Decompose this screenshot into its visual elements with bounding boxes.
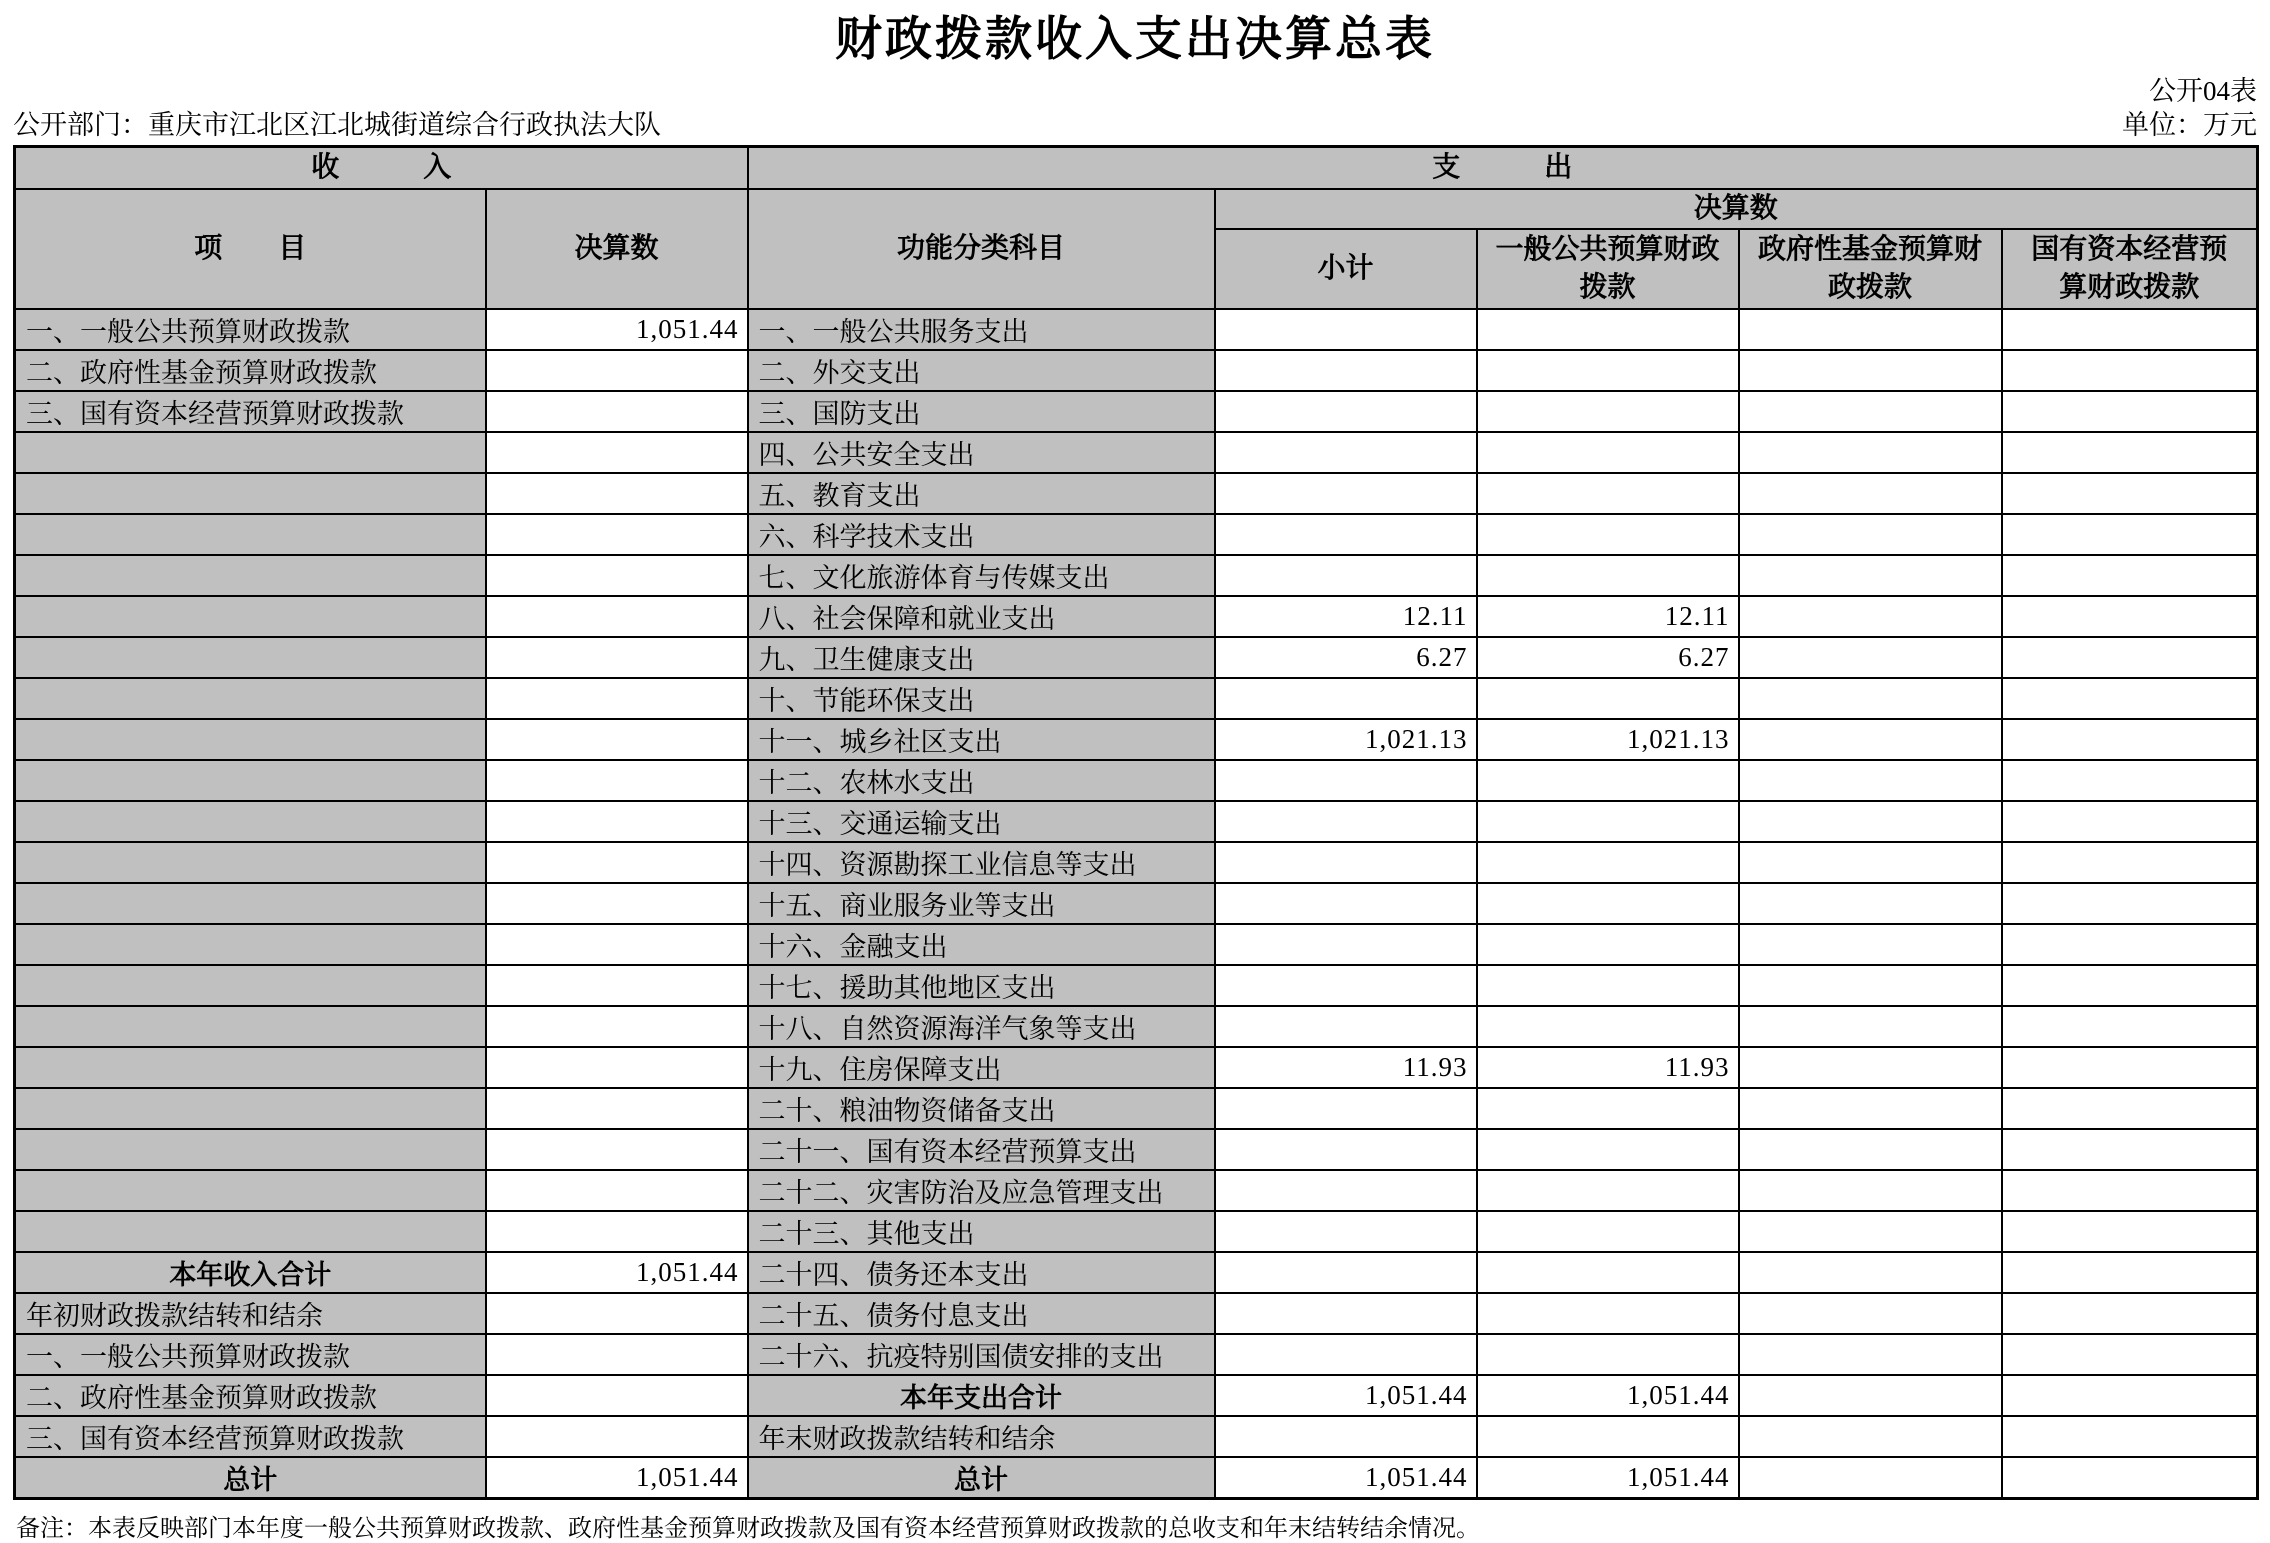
expense-fund-cell [1739,309,2002,350]
expense-subtotal-cell: 11.93 [1215,1047,1477,1088]
expense-subtotal-cell [1215,1334,1477,1375]
expense-general-cell: 1,051.44 [1477,1457,1739,1499]
expense-general-cell [1477,432,1739,473]
expense-item-cell: 十三、交通运输支出 [748,801,1215,842]
table-row [15,432,2258,473]
expense-capital-cell [2002,1252,2258,1293]
income-item-cell: 总计 [15,1457,486,1499]
income-value-cell [486,596,748,637]
gov-fund-column-header: 政府性基金预算财政拨款 [1739,229,2002,309]
income-item-cell [15,1088,486,1129]
income-value-cell [486,1170,748,1211]
expense-fund-cell [1739,842,2002,883]
expense-item-cell: 总计 [748,1457,1215,1499]
table-row [15,719,2258,760]
expense-item-cell: 五、教育支出 [748,473,1215,514]
income-item-cell [15,1047,486,1088]
table-row [15,514,2258,555]
table-row [15,596,2258,637]
income-item-cell [15,801,486,842]
expense-capital-cell [2002,391,2258,432]
expense-fund-cell [1739,596,2002,637]
expense-fund-cell [1739,1088,2002,1129]
expense-fund-cell [1739,1006,2002,1047]
income-item-cell [15,637,486,678]
income-item-cell [15,883,486,924]
expense-fund-cell [1739,760,2002,801]
expense-capital-cell [2002,1211,2258,1252]
expense-item-cell: 二、外交支出 [748,350,1215,391]
income-item-cell: 三、国有资本经营预算财政拨款 [15,391,486,432]
expense-subtotal-cell [1215,1088,1477,1129]
expense-fund-cell [1739,432,2002,473]
income-value-cell [486,391,748,432]
expense-item-cell: 二十四、债务还本支出 [748,1252,1215,1293]
table-row [15,760,2258,801]
expense-item-cell: 二十、粮油物资储备支出 [748,1088,1215,1129]
income-value-cell [486,842,748,883]
income-value-cell [486,965,748,1006]
expense-item-cell: 九、卫生健康支出 [748,637,1215,678]
expense-item-cell: 二十五、债务付息支出 [748,1293,1215,1334]
expense-subtotal-cell [1215,514,1477,555]
income-item-cell: 三、国有资本经营预算财政拨款 [15,1416,486,1457]
expense-item-cell: 十八、自然资源海洋气象等支出 [748,1006,1215,1047]
income-item-cell [15,1129,486,1170]
expense-item-cell: 年末财政拨款结转和结余 [748,1416,1215,1457]
income-value-cell [486,719,748,760]
income-value-cell [486,1047,748,1088]
expense-fund-cell [1739,1416,2002,1457]
expense-general-cell [1477,760,1739,801]
general-budget-column-header: 一般公共预算财政拨款 [1477,229,1739,309]
expense-general-cell: 1,051.44 [1477,1375,1739,1416]
expense-subtotal-cell [1215,1170,1477,1211]
expense-subtotal-cell [1215,965,1477,1006]
income-value-cell [486,678,748,719]
subtotal-column-header: 小计 [1215,229,1477,309]
expense-general-cell [1477,1211,1739,1252]
expense-band-header: 支 出 [748,147,2258,190]
expense-subtotal-cell: 1,051.44 [1215,1457,1477,1499]
expense-general-cell [1477,1006,1739,1047]
expense-general-cell: 12.11 [1477,596,1739,637]
expense-subtotal-cell [1215,842,1477,883]
expense-general-cell: 6.27 [1477,637,1739,678]
expense-general-cell [1477,1293,1739,1334]
table-row [15,924,2258,965]
expense-item-cell: 十五、商业服务业等支出 [748,883,1215,924]
expense-item-cell: 八、社会保障和就业支出 [748,596,1215,637]
expense-subtotal-cell [1215,555,1477,596]
expense-capital-cell [2002,1047,2258,1088]
expense-fund-cell [1739,1334,2002,1375]
expense-general-cell [1477,1088,1739,1129]
expense-subtotal-cell: 1,051.44 [1215,1375,1477,1416]
income-value-cell [486,1375,748,1416]
expense-capital-cell [2002,842,2258,883]
income-value-cell [486,1334,748,1375]
expense-fund-cell [1739,1047,2002,1088]
expense-subtotal-cell: 12.11 [1215,596,1477,637]
expense-subtotal-cell [1215,473,1477,514]
expense-subtotal-cell [1215,432,1477,473]
table-row [15,1457,2258,1499]
expense-capital-cell [2002,555,2258,596]
expense-subtotal-cell [1215,924,1477,965]
expense-subtotal-cell [1215,678,1477,719]
income-final-column-header: 决算数 [486,189,748,309]
expense-fund-cell [1739,1293,2002,1334]
income-item-cell [15,719,486,760]
expense-capital-cell [2002,883,2258,924]
table-row [15,842,2258,883]
expense-subtotal-cell: 6.27 [1215,637,1477,678]
expense-subtotal-cell [1215,1006,1477,1047]
item-column-header: 项 目 [15,189,486,309]
expense-fund-cell [1739,924,2002,965]
expense-fund-cell [1739,391,2002,432]
expense-fund-cell [1739,801,2002,842]
expense-capital-cell [2002,1170,2258,1211]
expense-general-cell [1477,1170,1739,1211]
income-item-cell [15,924,486,965]
income-item-cell [15,760,486,801]
income-value-cell [486,924,748,965]
footnote: 备注：本表反映部门本年度一般公共预算财政拨款、政府性基金预算财政拨款及国有资本经营预算财政拨款的总收支和年末结转结余情况。 [16,1516,1480,1543]
expense-fund-cell [1739,1375,2002,1416]
expense-capital-cell [2002,924,2258,965]
expense-fund-cell [1739,1170,2002,1211]
table-body [15,309,2258,1499]
expense-general-cell [1477,883,1739,924]
income-value-cell [486,1416,748,1457]
expense-item-cell: 十、节能环保支出 [748,678,1215,719]
expense-fund-cell [1739,350,2002,391]
expense-subtotal-cell: 1,021.13 [1215,719,1477,760]
expense-fund-cell [1739,965,2002,1006]
income-item-cell [15,1170,486,1211]
income-value-cell [486,760,748,801]
table-code: 公开04表 [2149,76,2257,107]
expense-capital-cell [2002,309,2258,350]
expense-item-cell: 六、科学技术支出 [748,514,1215,555]
expense-subtotal-cell [1215,350,1477,391]
expense-subtotal-cell [1215,309,1477,350]
expense-subtotal-cell [1215,801,1477,842]
expense-capital-cell [2002,678,2258,719]
function-column-header: 功能分类科目 [748,189,1215,309]
expense-capital-cell [2002,801,2258,842]
expense-general-cell [1477,555,1739,596]
expense-item-cell: 十九、住房保障支出 [748,1047,1215,1088]
expense-item-cell: 二十一、国有资本经营预算支出 [748,1129,1215,1170]
expense-capital-cell [2002,1457,2258,1499]
table-row [15,350,2258,391]
expense-subtotal-cell [1215,1211,1477,1252]
expense-capital-cell [2002,596,2258,637]
expense-fund-cell [1739,514,2002,555]
expense-general-cell: 1,021.13 [1477,719,1739,760]
table-row [15,1334,2258,1375]
expense-general-cell [1477,1129,1739,1170]
table-row [15,801,2258,842]
income-item-cell [15,965,486,1006]
expense-fund-cell [1739,637,2002,678]
expense-capital-cell [2002,965,2258,1006]
table-row [15,1416,2258,1457]
income-value-cell [486,801,748,842]
expense-subtotal-cell [1215,1252,1477,1293]
expense-capital-cell [2002,514,2258,555]
table-row [15,1088,2258,1129]
expense-capital-cell [2002,637,2258,678]
fiscal-summary-table [13,145,2259,1500]
expense-subtotal-cell [1215,391,1477,432]
income-value-cell [486,514,748,555]
unit-label: 单位：万元 [2122,110,2257,141]
table-row [15,678,2258,719]
expense-general-cell [1477,965,1739,1006]
expense-capital-cell [2002,1006,2258,1047]
income-value-cell [486,1088,748,1129]
income-item-cell: 二、政府性基金预算财政拨款 [15,1375,486,1416]
expense-item-cell: 七、文化旅游体育与传媒支出 [748,555,1215,596]
income-value-cell [486,637,748,678]
table-row [15,555,2258,596]
department-line: 公开部门：重庆市江北区江北城街道综合行政执法大队 [13,110,661,141]
table-row [15,1047,2258,1088]
income-item-cell [15,514,486,555]
expense-capital-cell [2002,432,2258,473]
expense-general-cell [1477,678,1739,719]
income-value-cell [486,883,748,924]
table-row [15,391,2258,432]
income-value-cell [486,1211,748,1252]
table-row [15,1129,2258,1170]
expense-item-cell: 十一、城乡社区支出 [748,719,1215,760]
expense-subtotal-cell [1215,1293,1477,1334]
income-item-cell: 本年收入合计 [15,1252,486,1293]
expense-general-cell [1477,842,1739,883]
expense-general-cell [1477,1334,1739,1375]
income-item-cell [15,432,486,473]
income-value-cell [486,1006,748,1047]
expense-item-cell: 本年支出合计 [748,1375,1215,1416]
expense-general-cell [1477,924,1739,965]
expense-item-cell: 二十二、灾害防治及应急管理支出 [748,1170,1215,1211]
expense-capital-cell [2002,719,2258,760]
income-value-cell [486,1293,748,1334]
income-value-cell [486,473,748,514]
expense-general-cell [1477,350,1739,391]
meta-line [13,108,2257,142]
expense-fund-cell [1739,1252,2002,1293]
expense-capital-cell [2002,473,2258,514]
table-row [15,309,2258,350]
income-item-cell: 二、政府性基金预算财政拨款 [15,350,486,391]
expense-capital-cell [2002,1293,2258,1334]
expense-capital-cell [2002,1129,2258,1170]
expense-fund-cell [1739,473,2002,514]
expense-general-cell [1477,391,1739,432]
income-value-cell: 1,051.44 [486,1457,748,1499]
expense-item-cell: 一、一般公共服务支出 [748,309,1215,350]
table-row [15,1252,2258,1293]
expense-subtotal-cell [1215,1416,1477,1457]
income-item-cell [15,1006,486,1047]
income-item-cell [15,555,486,596]
expense-subtotal-cell [1215,883,1477,924]
expense-general-cell [1477,514,1739,555]
expense-fund-cell [1739,555,2002,596]
state-capital-column-header: 国有资本经营预算财政拨款 [2002,229,2258,309]
expense-item-cell: 三、国防支出 [748,391,1215,432]
expense-general-cell [1477,801,1739,842]
income-value-cell: 1,051.44 [486,1252,748,1293]
expense-fund-cell [1739,678,2002,719]
expense-item-cell: 四、公共安全支出 [748,432,1215,473]
expense-subtotal-cell [1215,760,1477,801]
income-value-cell [486,432,748,473]
income-item-cell [15,596,486,637]
table-row [15,1211,2258,1252]
income-value-cell [486,350,748,391]
expense-capital-cell [2002,1088,2258,1129]
income-item-cell: 一、一般公共预算财政拨款 [15,309,486,350]
expense-final-band-header: 决算数 [1215,189,2258,229]
expense-general-cell [1477,1252,1739,1293]
table-row [15,965,2258,1006]
expense-item-cell: 十六、金融支出 [748,924,1215,965]
income-value-cell: 1,051.44 [486,309,748,350]
expense-item-cell: 二十三、其他支出 [748,1211,1215,1252]
expense-general-cell: 11.93 [1477,1047,1739,1088]
table-row [15,1293,2258,1334]
income-item-cell [15,473,486,514]
table-row [15,1375,2258,1416]
table-row [15,637,2258,678]
expense-subtotal-cell [1215,1129,1477,1170]
expense-fund-cell [1739,1211,2002,1252]
income-value-cell [486,1129,748,1170]
income-item-cell: 一、一般公共预算财政拨款 [15,1334,486,1375]
expense-fund-cell [1739,1457,2002,1499]
expense-capital-cell [2002,1334,2258,1375]
income-item-cell [15,842,486,883]
income-item-cell [15,678,486,719]
income-value-cell [486,555,748,596]
income-item-cell [15,1211,486,1252]
expense-item-cell: 十七、援助其他地区支出 [748,965,1215,1006]
expense-capital-cell [2002,350,2258,391]
table-row [15,1006,2258,1047]
expense-capital-cell [2002,760,2258,801]
expense-capital-cell [2002,1375,2258,1416]
table-header [15,147,2258,309]
page-title: 财政拨款收入支出决算总表 [835,14,1435,66]
table-row [15,1170,2258,1211]
expense-fund-cell [1739,1129,2002,1170]
expense-item-cell: 十四、资源勘探工业信息等支出 [748,842,1215,883]
expense-capital-cell [2002,1416,2258,1457]
table-row [15,883,2258,924]
table-row [15,473,2258,514]
fiscal-report-page [0,12,2270,1543]
expense-fund-cell [1739,719,2002,760]
expense-item-cell: 二十六、抗疫特别国债安排的支出 [748,1334,1215,1375]
expense-item-cell: 十二、农林水支出 [748,760,1215,801]
expense-fund-cell [1739,883,2002,924]
expense-general-cell [1477,1416,1739,1457]
expense-general-cell [1477,309,1739,350]
income-band-header: 收 入 [15,147,748,190]
income-item-cell: 年初财政拨款结转和结余 [15,1293,486,1334]
expense-general-cell [1477,473,1739,514]
